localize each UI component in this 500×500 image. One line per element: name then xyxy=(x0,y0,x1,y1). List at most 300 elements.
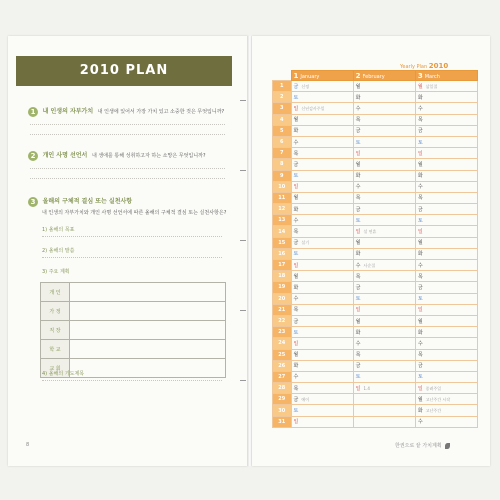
date-cell[interactable] xyxy=(353,159,415,170)
date-cell[interactable] xyxy=(415,92,477,103)
date-cell[interactable] xyxy=(353,304,415,315)
weekday-label: 수 xyxy=(293,296,299,303)
binding-stitch xyxy=(240,170,246,171)
date-note: 에이 xyxy=(301,396,310,402)
date-cell[interactable] xyxy=(353,103,415,114)
calendar-row xyxy=(273,204,478,215)
day-number: 4 xyxy=(273,114,292,125)
weekday-label: 월 xyxy=(355,240,361,247)
date-cell[interactable] xyxy=(291,81,353,92)
binding-stitch xyxy=(240,240,246,241)
page-title: 2010 PLAN xyxy=(16,56,232,86)
leaf-icon xyxy=(445,443,450,449)
question-text: 내 인생의 자부가치와 개인 사명 선언서에 따른 올해의 구체적 결심 또는 실천사항은? xyxy=(42,209,227,216)
day-number: 20 xyxy=(273,293,292,304)
corner-cell xyxy=(273,71,292,81)
month-number: 1 xyxy=(293,71,299,80)
weekday-label: 금 xyxy=(417,128,423,135)
date-note: 신정 xyxy=(301,83,310,89)
weekday-label: 목 xyxy=(293,229,299,236)
weekday-label: 토 xyxy=(293,251,299,258)
weekday-label: 일 xyxy=(417,307,423,314)
day-number: 25 xyxy=(273,349,292,360)
date-cell[interactable] xyxy=(353,248,415,259)
date-cell[interactable] xyxy=(415,81,477,92)
weekday-label: 화 xyxy=(417,329,423,336)
weekday-label: 화 xyxy=(417,173,423,180)
plan-cell[interactable] xyxy=(70,340,226,359)
day-number: 2 xyxy=(273,92,292,103)
date-cell[interactable] xyxy=(353,136,415,147)
question-2 xyxy=(28,150,206,161)
day-number: 21 xyxy=(273,304,292,315)
month-header xyxy=(291,71,353,81)
date-cell[interactable] xyxy=(415,260,477,271)
date-cell[interactable] xyxy=(415,338,477,349)
weekday-label: 토 xyxy=(355,296,361,303)
footer-text: 한권으로 끝 가치계획 xyxy=(395,443,442,449)
weekday-label: 수 xyxy=(417,105,423,112)
date-cell[interactable] xyxy=(353,148,415,159)
weekday-label: 일 xyxy=(293,262,299,269)
day-number: 11 xyxy=(273,192,292,203)
weekday-label: 월 xyxy=(293,195,299,202)
date-cell[interactable] xyxy=(291,271,353,282)
day-number: 15 xyxy=(273,237,292,248)
date-cell[interactable] xyxy=(353,394,415,405)
date-cell[interactable] xyxy=(415,360,477,371)
weekday-label: 금 xyxy=(293,161,299,168)
weekday-label: 토 xyxy=(355,139,361,146)
date-cell[interactable] xyxy=(353,383,415,394)
date-cell[interactable] xyxy=(415,181,477,192)
date-cell[interactable] xyxy=(353,360,415,371)
weekday-label: 월 xyxy=(417,161,423,168)
plan-row-label: 개 인 xyxy=(41,283,70,302)
binding-stitch xyxy=(240,310,246,311)
weekday-label: 화 xyxy=(417,94,423,101)
date-cell[interactable] xyxy=(415,103,477,114)
question-text: 내 인생에 있어서 가장 가치 있고 소중한 것은 무엇입니까? xyxy=(97,109,225,115)
date-cell[interactable] xyxy=(415,170,477,181)
plan-table xyxy=(40,282,226,378)
sub-item-plans: 3) 주요 계획 xyxy=(42,269,70,275)
day-number: 26 xyxy=(273,360,292,371)
date-cell[interactable] xyxy=(291,248,353,259)
calendar-row xyxy=(273,226,478,237)
weekday-label: 토 xyxy=(293,94,299,101)
day-number: 9 xyxy=(273,170,292,181)
answer-line xyxy=(30,178,225,179)
plan-row xyxy=(41,302,226,321)
weekday-label: 화 xyxy=(355,251,361,258)
day-number: 17 xyxy=(273,260,292,271)
weekday-label: 목 xyxy=(417,273,423,280)
day-number: 28 xyxy=(273,383,292,394)
calendar-row xyxy=(273,405,478,416)
weekday-label: 금 xyxy=(293,240,299,247)
calendar-row xyxy=(273,282,478,293)
weekday-label: 수 xyxy=(417,419,423,426)
page-footer-right xyxy=(395,442,450,449)
plan-cell[interactable] xyxy=(70,283,226,302)
weekday-label: 목 xyxy=(293,150,299,157)
weekday-label: 일 xyxy=(355,150,361,157)
date-note: 설기 xyxy=(301,240,310,246)
header-label: Yearly Plan xyxy=(400,64,428,70)
weekday-label: 월 xyxy=(417,83,423,90)
weekday-label: 수 xyxy=(293,374,299,381)
weekday-label: 토 xyxy=(293,173,299,180)
weekday-label: 수 xyxy=(355,184,361,191)
month-header xyxy=(353,71,415,81)
date-cell[interactable] xyxy=(415,125,477,136)
day-number: 12 xyxy=(273,204,292,215)
weekday-label: 일 xyxy=(293,184,299,191)
weekday-label: 수 xyxy=(417,184,423,191)
weekday-label: 일 xyxy=(355,229,361,236)
date-note: 신년감사주일 xyxy=(301,105,325,111)
calendar-row xyxy=(273,248,478,259)
yearly-calendar xyxy=(272,70,478,425)
calendar-row xyxy=(273,260,478,271)
date-cell[interactable] xyxy=(415,114,477,125)
binding-stitch xyxy=(240,100,246,101)
answer-line xyxy=(30,124,225,125)
calendar-row xyxy=(273,416,478,427)
calendar-row xyxy=(273,237,478,248)
day-number: 23 xyxy=(273,327,292,338)
date-cell[interactable] xyxy=(353,293,415,304)
date-cell[interactable] xyxy=(415,349,477,360)
answer-line xyxy=(42,257,222,258)
date-cell[interactable] xyxy=(415,192,477,203)
plan-row-label: 학 교 xyxy=(41,340,70,359)
date-cell[interactable] xyxy=(291,226,353,237)
calendar-row xyxy=(273,360,478,371)
date-cell[interactable] xyxy=(291,360,353,371)
date-cell[interactable] xyxy=(291,371,353,382)
date-cell[interactable] xyxy=(415,215,477,226)
weekday-label: 목 xyxy=(355,117,361,124)
month-number: 3 xyxy=(417,71,423,80)
weekday-label: 화 xyxy=(355,94,361,101)
date-note: 삼일절 xyxy=(425,83,438,89)
date-cell[interactable] xyxy=(353,125,415,136)
day-number: 10 xyxy=(273,181,292,192)
date-cell[interactable] xyxy=(415,383,477,394)
plan-row-label: 교 회 xyxy=(41,359,70,378)
weekday-label: 일 xyxy=(293,105,299,112)
date-cell[interactable] xyxy=(415,405,477,416)
date-cell[interactable] xyxy=(353,114,415,125)
weekday-label: 목 xyxy=(417,352,423,359)
date-cell[interactable] xyxy=(291,416,353,427)
plan-row-label: 직 장 xyxy=(41,321,70,340)
weekday-label: 월 xyxy=(293,352,299,359)
weekday-label: 화 xyxy=(293,206,299,213)
calendar-row xyxy=(273,103,478,114)
date-cell[interactable] xyxy=(415,271,477,282)
weekday-label: 토 xyxy=(417,374,423,381)
date-cell[interactable] xyxy=(415,204,477,215)
day-number: 13 xyxy=(273,215,292,226)
weekday-label: 월 xyxy=(355,318,361,325)
day-number: 27 xyxy=(273,371,292,382)
date-cell[interactable] xyxy=(291,260,353,271)
weekday-label: 목 xyxy=(293,307,299,314)
date-cell[interactable] xyxy=(291,304,353,315)
sub-item-prayer: 4) 올해의 기도제목 xyxy=(42,371,85,377)
question-heading: 올해의 구체적 결심 또는 실천사항 xyxy=(42,198,133,205)
date-cell[interactable] xyxy=(291,170,353,181)
question-1 xyxy=(28,106,224,117)
plan-cell[interactable] xyxy=(70,302,226,321)
date-note: 사순절 xyxy=(363,262,376,268)
date-cell[interactable] xyxy=(291,327,353,338)
calendar-body xyxy=(273,81,478,428)
date-cell[interactable] xyxy=(415,282,477,293)
day-number: 29 xyxy=(273,394,292,405)
weekday-label: 수 xyxy=(355,340,361,347)
date-cell[interactable] xyxy=(291,383,353,394)
calendar-row xyxy=(273,338,478,349)
weekday-label: 토 xyxy=(293,408,299,415)
day-number: 24 xyxy=(273,338,292,349)
date-note: 1.4 xyxy=(363,385,370,391)
sub-item-goal: 1) 올해의 목표 xyxy=(42,227,75,233)
weekday-label: 토 xyxy=(355,217,361,224)
date-cell[interactable] xyxy=(353,215,415,226)
weekday-label: 화 xyxy=(417,408,423,415)
weekday-label: 화 xyxy=(355,173,361,180)
binding-stitch xyxy=(240,380,246,381)
date-cell[interactable] xyxy=(415,248,477,259)
calendar-row xyxy=(273,114,478,125)
calendar-row xyxy=(273,293,478,304)
weekday-label: 수 xyxy=(293,217,299,224)
calendar-row xyxy=(273,92,478,103)
date-cell[interactable] xyxy=(353,192,415,203)
day-number: 30 xyxy=(273,405,292,416)
date-cell[interactable] xyxy=(415,237,477,248)
plan-row xyxy=(41,321,226,340)
plan-cell[interactable] xyxy=(70,321,226,340)
calendar-row xyxy=(273,215,478,226)
date-cell[interactable] xyxy=(415,226,477,237)
answer-line xyxy=(42,236,222,237)
date-cell[interactable] xyxy=(353,338,415,349)
date-cell[interactable] xyxy=(291,237,353,248)
date-cell[interactable] xyxy=(353,81,415,92)
weekday-label: 수 xyxy=(417,262,423,269)
weekday-label: 월 xyxy=(417,396,423,403)
date-cell[interactable] xyxy=(353,327,415,338)
day-number: 14 xyxy=(273,226,292,237)
date-cell[interactable] xyxy=(415,327,477,338)
weekday-label: 월 xyxy=(355,161,361,168)
weekday-label: 월 xyxy=(417,240,423,247)
weekday-label: 월 xyxy=(355,83,361,90)
question-text: 내 생애를 통해 성취하고자 하는 소망은 무엇입니까? xyxy=(91,153,206,159)
yearly-plan-header xyxy=(400,62,448,70)
question-3 xyxy=(28,196,233,216)
date-cell[interactable] xyxy=(353,170,415,181)
answer-line xyxy=(30,168,225,169)
weekday-label: 화 xyxy=(293,363,299,370)
date-cell[interactable] xyxy=(291,192,353,203)
date-cell[interactable] xyxy=(415,315,477,326)
day-number: 16 xyxy=(273,248,292,259)
calendar-row xyxy=(273,271,478,282)
sub-item-verse: 2) 올해의 말씀 xyxy=(42,248,75,254)
calendar-row xyxy=(273,170,478,181)
header-year: 2010 xyxy=(428,62,449,70)
weekday-label: 화 xyxy=(417,251,423,258)
weekday-label: 금 xyxy=(293,83,299,90)
date-cell[interactable] xyxy=(291,282,353,293)
calendar-row xyxy=(273,192,478,203)
date-cell[interactable] xyxy=(291,92,353,103)
weekday-label: 토 xyxy=(417,217,423,224)
weekday-label: 수 xyxy=(293,139,299,146)
date-cell[interactable] xyxy=(291,405,353,416)
date-cell[interactable] xyxy=(291,338,353,349)
question-number: 3 xyxy=(28,197,38,207)
weekday-label: 일 xyxy=(417,150,423,157)
date-cell[interactable] xyxy=(353,260,415,271)
weekday-label: 일 xyxy=(417,385,423,392)
date-cell[interactable] xyxy=(291,125,353,136)
date-cell[interactable] xyxy=(353,204,415,215)
month-name: February xyxy=(362,73,385,80)
calendar-row xyxy=(273,304,478,315)
weekday-label: 금 xyxy=(417,284,423,291)
date-cell[interactable] xyxy=(353,349,415,360)
date-cell[interactable] xyxy=(353,405,415,416)
calendar-row xyxy=(273,148,478,159)
weekday-label: 일 xyxy=(355,385,361,392)
calendar-row xyxy=(273,371,478,382)
day-number: 5 xyxy=(273,125,292,136)
date-cell[interactable] xyxy=(291,148,353,159)
weekday-label: 금 xyxy=(293,318,299,325)
answer-line xyxy=(30,134,225,135)
date-cell[interactable] xyxy=(353,181,415,192)
weekday-label: 금 xyxy=(355,284,361,291)
weekday-label: 일 xyxy=(293,340,299,347)
weekday-label: 목 xyxy=(355,352,361,359)
weekday-label: 금 xyxy=(417,206,423,213)
calendar-row xyxy=(273,136,478,147)
day-number: 18 xyxy=(273,271,292,282)
weekday-label: 목 xyxy=(355,273,361,280)
weekday-label: 화 xyxy=(293,284,299,291)
day-number: 22 xyxy=(273,315,292,326)
weekday-label: 금 xyxy=(355,128,361,135)
date-note: 종려주일 xyxy=(425,385,442,391)
date-cell[interactable] xyxy=(415,371,477,382)
month-name: January xyxy=(300,73,320,80)
calendar-row xyxy=(273,327,478,338)
plan-row xyxy=(41,340,226,359)
weekday-label: 금 xyxy=(417,363,423,370)
weekday-label: 목 xyxy=(355,195,361,202)
date-cell[interactable] xyxy=(415,304,477,315)
date-cell[interactable] xyxy=(291,204,353,215)
calendar-row xyxy=(273,349,478,360)
plan-cell[interactable] xyxy=(70,359,226,378)
weekday-label: 수 xyxy=(417,340,423,347)
date-cell[interactable] xyxy=(415,136,477,147)
month-name: March xyxy=(424,73,440,80)
day-number: 3 xyxy=(273,103,292,114)
weekday-label: 일 xyxy=(355,307,361,314)
date-cell[interactable] xyxy=(291,103,353,114)
date-cell[interactable] xyxy=(353,92,415,103)
plan-row xyxy=(41,283,226,302)
date-cell[interactable] xyxy=(415,394,477,405)
date-cell[interactable] xyxy=(291,349,353,360)
date-cell[interactable] xyxy=(415,416,477,427)
date-cell[interactable] xyxy=(291,114,353,125)
date-cell[interactable] xyxy=(291,293,353,304)
calendar-row xyxy=(273,181,478,192)
date-cell[interactable] xyxy=(353,315,415,326)
day-number: 1 xyxy=(273,81,292,92)
weekday-label: 월 xyxy=(417,318,423,325)
answer-line xyxy=(42,380,222,381)
day-number: 7 xyxy=(273,148,292,159)
weekday-label: 일 xyxy=(417,229,423,236)
calendar-row xyxy=(273,394,478,405)
date-cell[interactable] xyxy=(415,293,477,304)
day-number: 19 xyxy=(273,282,292,293)
date-cell[interactable] xyxy=(291,136,353,147)
date-cell[interactable] xyxy=(353,237,415,248)
date-cell[interactable] xyxy=(353,226,415,237)
date-cell[interactable] xyxy=(353,271,415,282)
calendar-row xyxy=(273,125,478,136)
date-cell[interactable] xyxy=(353,282,415,293)
weekday-label: 금 xyxy=(355,206,361,213)
weekday-label: 목 xyxy=(417,195,423,202)
weekday-label: 월 xyxy=(293,273,299,280)
date-cell[interactable] xyxy=(291,215,353,226)
weekday-label: 수 xyxy=(355,262,361,269)
date-cell[interactable] xyxy=(291,159,353,170)
weekday-label: 수 xyxy=(355,105,361,112)
date-cell[interactable] xyxy=(353,416,415,427)
date-cell[interactable] xyxy=(415,148,477,159)
weekday-label: 목 xyxy=(293,385,299,392)
date-cell[interactable] xyxy=(291,394,353,405)
calendar-row xyxy=(273,159,478,170)
day-number: 6 xyxy=(273,136,292,147)
plan-row-label: 가 정 xyxy=(41,302,70,321)
weekday-label: 토 xyxy=(355,374,361,381)
date-cell[interactable] xyxy=(415,159,477,170)
weekday-label: 토 xyxy=(417,139,423,146)
weekday-label: 일 xyxy=(293,419,299,426)
date-cell[interactable] xyxy=(353,371,415,382)
month-number: 2 xyxy=(355,71,361,80)
weekday-label: 화 xyxy=(355,329,361,336)
weekday-label: 금 xyxy=(355,363,361,370)
weekday-label: 월 xyxy=(293,117,299,124)
date-cell[interactable] xyxy=(291,181,353,192)
date-cell[interactable] xyxy=(291,315,353,326)
